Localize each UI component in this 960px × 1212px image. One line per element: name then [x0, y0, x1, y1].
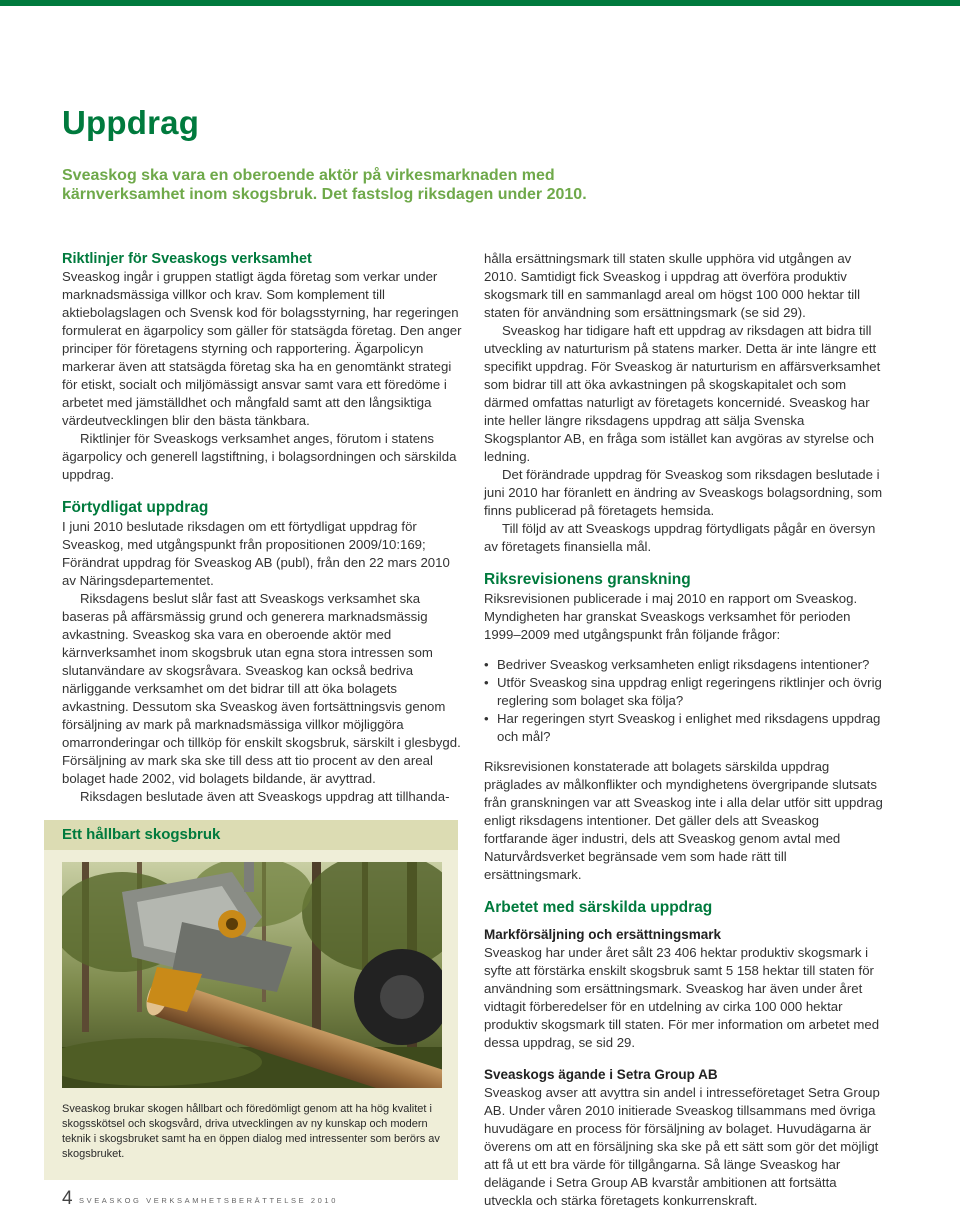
list-item: • Utför Sveaskog sina uppdrag enligt regeringens riktlinjer och övrig reglering som bolaget ska följa?	[484, 674, 884, 710]
right-column	[484, 250, 884, 1210]
paragraph: Sveaskog ingår i gruppen statligt ägda företag som verkar under marknadsmässiga villkor och krav. Som komplement till aktiebolagslagen och Svensk kod för bolagsstyrning, har regeringen formulerat en ägarpolicy som gäller för statsägda företag. Den anger principer för företagens styrning och rapportering. Ägarpolicyn markerar även att statsägda företag ska ha en genomtänkt strategi för etiskt, socialt och miljömässigt ansvar samt vara ett föredöme i arbetet med jämställdhet och mångfald samt att den långsiktiga värdeutvecklingen blir den bästa tänkbara.	[62, 269, 462, 428]
paragraph: Det förändrade uppdrag för Sveaskog som riksdagen beslutade i juni 2010 har föranlett en ändring av Sveaskogs bolagsordning, som finns publicerad på företagets hemsida.	[484, 467, 883, 518]
section-heading-riksrevisionen: Riksrevisionens granskning	[484, 571, 691, 588]
question-list	[484, 656, 884, 746]
paragraph: Riksdagens beslut slår fast att Sveaskogs verksamhet ska baseras på affärsmässig grund och generera marknadsmässig avkastning. Sveaskog ska vara en oberoende aktör med kärnverksamhet inom skogsbruk utan egna stora intressen som slutanvändare av skogsråvara. Sveaskog kan också bedriva närliggande verksamhet om det bidrar till att öka bolagets avkastning. Dessutom ska Sveaskog även fortsättningsvis genom försäljning av mark på marknadsmässiga villkor möjliggöra omarronderingar och tillköp för enskilt skogsbruk, särskilt i glesbygd. Försäljning av mark ska ske till dess att tio procent av den areal bolaget hade 2002, vid bolagets bildande, är avyttrad.	[62, 591, 461, 786]
paragraph: hålla ersättningsmark till staten skulle upphöra vid utgången av 2010. Samtidigt fick Sveaskog i uppdrag att överföra produktiv skogsmark till en sammanlagd areal om högst 100 000 hektar till staten för användning som ersättningsmark (se sid 29).	[484, 251, 861, 320]
feature-box-header	[44, 820, 458, 850]
paragraph: I juni 2010 beslutade riksdagen om ett förtydligat uppdrag för Sveaskog, med utgångspunkt från propositionen 2009/10:169; Förändrat uppdrag för Sveaskog AB (publ), från den 22 mars 2010 av Näringsdepartementet.	[62, 519, 450, 588]
list-item: • Har regeringen styrt Sveaskog i enlighet med riksdagens uppdrag och mål?	[484, 710, 884, 746]
lead-paragraph: Sveaskog ska vara en oberoende aktör på virkesmarknaden med kärnverksamhet inom skogsbruk. Det fastslog riksdagen under 2010.	[62, 167, 587, 203]
paragraph: Riksrevisionen publicerade i maj 2010 en rapport om Sveaskog. Myndigheten har granskat Sveaskogs verksamhet för perioden 1999–2009 med utgångspunkt från följande frågor:	[484, 591, 858, 642]
subheading-markforsaljning: Markförsäljning och ersättningsmark	[484, 927, 722, 942]
feature-box	[44, 820, 458, 1180]
photo-caption: Sveaskog brukar skogen hållbart och föredömligt genom att ha hög kvalitet i skogsskötsel och skogsvård, driva utvecklingen av ny kunskap och modern teknik i skogsbruket samt ha en öppen dialog med intressenter som berörs av skogsbruket.	[62, 1103, 440, 1160]
paragraph: Riktlinjer för Sveaskogs verksamhet anges, förutom i statens ägarpolicy och generell lagstiftning, i bolagsordningen och särskilda uppdrag.	[62, 431, 457, 482]
subheading-setra: Sveaskogs ägande i Setra Group AB	[484, 1067, 718, 1082]
feature-box-title: Ett hållbart skogsbruk	[62, 826, 221, 843]
forest-illustration	[62, 862, 442, 1088]
paragraph: Till följd av att Sveaskogs uppdrag förtydligats pågår en översyn av företagets finansiella mål.	[484, 521, 876, 554]
list-item: • Bedriver Sveaskog verksamheten enligt riksdagens intentioner?	[484, 656, 884, 674]
paragraph: Riksrevisionen konstaterade att bolagets särskilda uppdrag präglades av målkonflikter och myndighetens övergripande slutsats från granskningen var att Sveaskog inte i alla delar utför sitt uppdrag enligt riksdagens intentioner. Det gäller dels att Sveaskog fortfarande äger industri, dels att Sveaskog genom avtal med Naturvårdsverket begränsade vem som hade rätt till ersättningsmark.	[484, 759, 883, 882]
forestry-harvester-photo	[62, 862, 442, 1088]
section-heading-arbetet: Arbetet med särskilda uppdrag	[484, 899, 713, 916]
page-number: 4	[62, 1188, 73, 1209]
page-title: Uppdrag	[62, 104, 200, 141]
left-column	[62, 250, 462, 806]
publication-name: SVEASKOG VERKSAMHETSBERÄTTELSE 2010	[79, 1196, 338, 1205]
paragraph: Sveaskog har under året sålt 23 406 hektar produktiv skogsmark i syfte att förstärka enskilt skogsbruk samt 5 158 hektar till staten för användning som ersättningsmark. Sveaskog har även under året vidtagit förberedelser för en utdelning av cirka 100 000 hektar produktiv skogsmark till staten. För mer information om arbetet med dessa uppdrag, se sid 29.	[484, 945, 880, 1050]
section-heading-riktlinjer: Riktlinjer för Sveaskogs verksamhet	[62, 251, 312, 267]
paragraph: Sveaskog avser att avyttra sin andel i intresseföretaget Setra Group AB. Under våren 2010 initierade Sveaskog tillsammans med övriga huvudägare en process för försäljning av bolaget. Huvudägarna är överens om att en försäljning ska ske på ett sätt som gör det möjligt att få ut ett bra värde för tillgångarna. Så länge Sveaskog har delägande i Setra Group AB kvarstår ambitionen att fortsätta utveckla och stärka företagets konkurrenskraft.	[484, 1085, 880, 1208]
section-heading-fortydligat: Förtydligat uppdrag	[62, 499, 209, 516]
paragraph: Riksdagen beslutade även att Sveaskogs uppdrag att tillhanda-	[80, 789, 450, 804]
top-color-bar	[0, 0, 960, 6]
paragraph: Sveaskog har tidigare haft ett uppdrag av riksdagen att bidra till utveckling av naturturism på statens marker. Detta är inte längre ett specifikt uppdrag. För Sveaskog är naturturism en affärsverksamhet som bidrar till att öka avkastningen på skogskapitalet och som därmed omfattas naturligt av företagets koncernidé. Sveaskog har inte heller längre riksdagens uppdrag att sälja Svenska Skogsplantor AB, en fråga som istället kan avgöras av styrelse och ledning.	[484, 323, 881, 464]
